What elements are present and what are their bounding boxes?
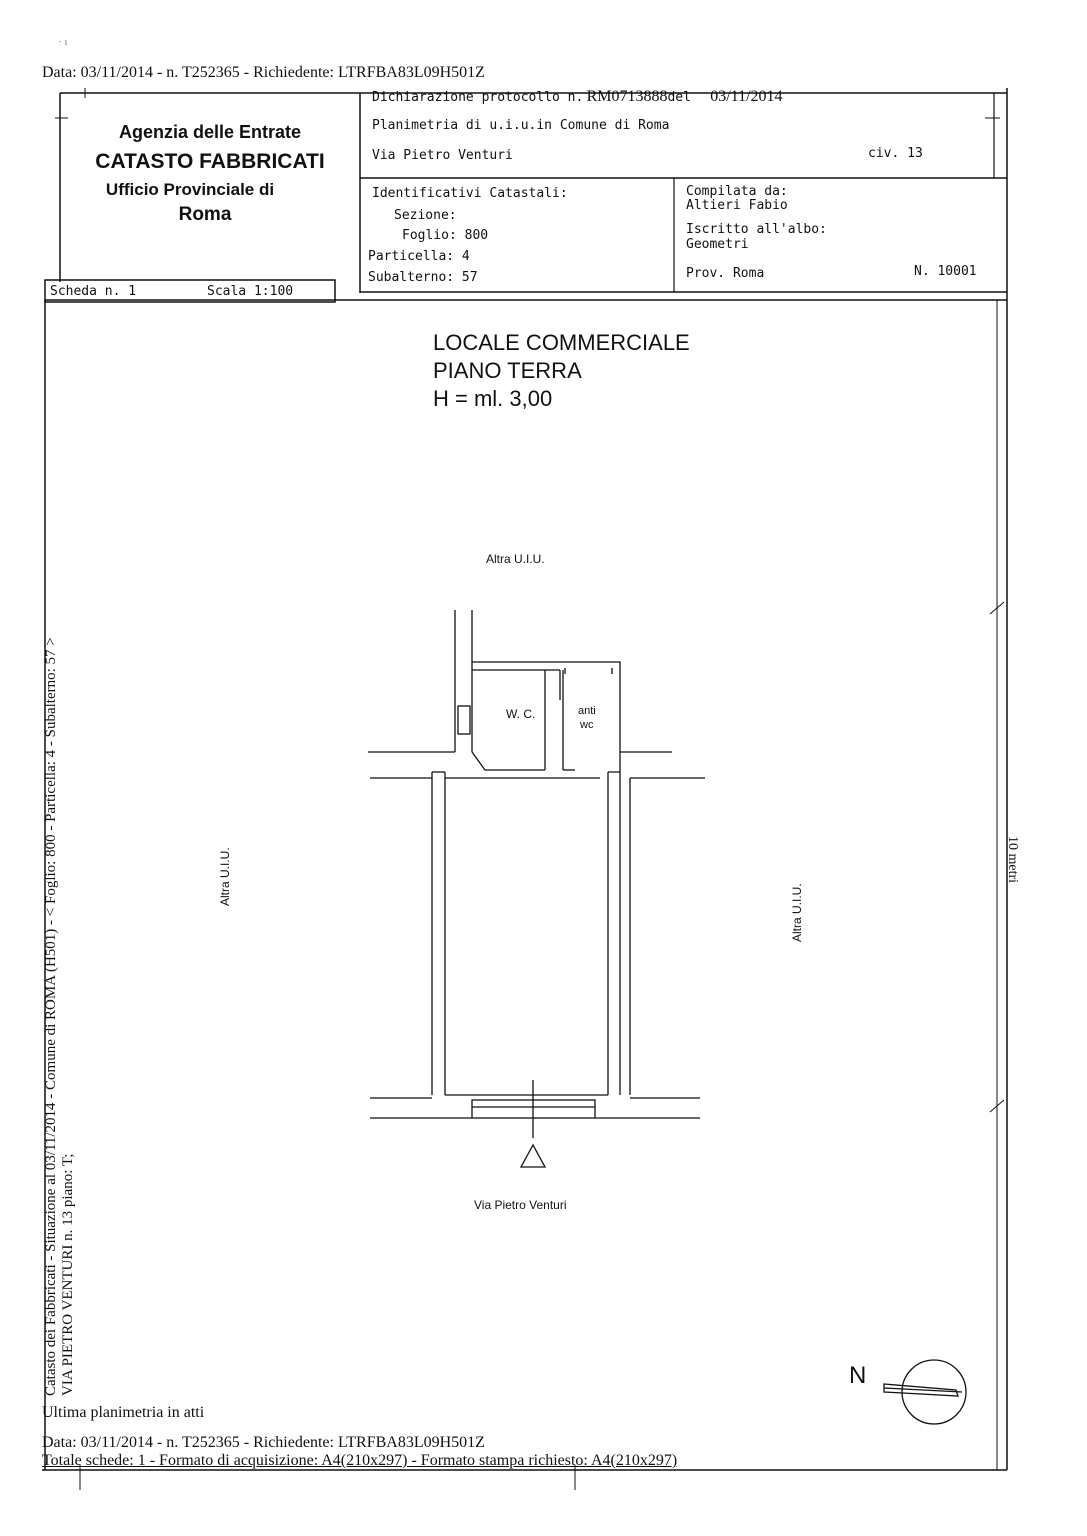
scheda-number: Scheda n. 1 — [50, 284, 137, 299]
header-request-line: Data: 03/11/2014 - n. T252365 - Richiedente: LTRFBA83L09H501Z — [42, 64, 485, 81]
protocol-date: 03/11/2014 — [710, 88, 783, 105]
protocol-number: RM0713888 — [586, 88, 668, 105]
plan-floor: PIANO TERRA — [433, 358, 582, 383]
scale-value: Scala 1:100 — [207, 284, 294, 299]
sezione-field: Sezione: — [394, 208, 457, 223]
compiler-label: Compilata da: — [686, 184, 788, 199]
scan-mark: · ı — [58, 36, 68, 48]
office-label: Ufficio Provinciale di — [105, 180, 275, 199]
planimetry-line: Planimetria di u.i.u.in Comune di Roma — [372, 118, 670, 133]
foglio-field: Foglio: 800 — [402, 228, 489, 243]
particella-field: Particella: 4 — [368, 249, 470, 264]
albo-value: Geometri — [686, 237, 749, 252]
plan-title: LOCALE COMMERCIALE — [433, 330, 690, 355]
registration-number: N. 10001 — [914, 264, 977, 279]
identifiers-title: Identificativi Catastali: — [372, 186, 568, 201]
left-neighbor-label: Altra U.I.U. — [218, 847, 232, 906]
scale-bar-label: 10 metri — [1005, 836, 1020, 884]
side-address-text: VIA PIETRO VENTURI n. 13 piano: T; — [60, 1153, 76, 1396]
street-label: Via Pietro Venturi — [474, 1198, 567, 1212]
antiwc-label-bottom: wc — [580, 719, 594, 731]
antiwc-label-top: anti — [578, 705, 596, 717]
province-field: Prov. Roma — [686, 266, 765, 281]
catasto-title: CATASTO FABBRICATI — [95, 150, 325, 173]
north-arrow-icon — [884, 1360, 966, 1424]
footer-last-plan: Ultima planimetria in atti — [42, 1404, 205, 1421]
compiler-name: Altieri Fabio — [686, 198, 788, 213]
footer-totals: Totale schede: 1 - Formato di acquisizione: A4(210x297) - Formato stampa richiesto: A4(210x297) — [42, 1452, 678, 1469]
agency-name: Agenzia delle Entrate — [118, 122, 302, 142]
side-situation-text: Catasto dei Fabbricati - Situazione al 03/11/2014 - Comune di ROMA (H501) - < Foglio: 800 - Particella: 4 - Subalterno: 57 > — [43, 637, 59, 1396]
civic-number: civ. 13 — [868, 146, 923, 161]
albo-label: Iscritto all'albo: — [686, 222, 827, 237]
wc-label: W. C. — [506, 707, 536, 721]
address-line: Via Pietro Venturi — [372, 148, 513, 163]
protocol-label: Dichiarazione protocollo n. — [372, 90, 584, 105]
top-neighbor-label: Altra U.I.U. — [486, 552, 545, 566]
north-label: N — [849, 1362, 867, 1389]
subalterno-field: Subalterno: 57 — [368, 270, 478, 285]
footer-request-line: Data: 03/11/2014 - n. T252365 - Richiedente: LTRFBA83L09H501Z — [42, 1434, 485, 1451]
office-city: Roma — [178, 204, 232, 225]
plan-height: H = ml. 3,00 — [433, 386, 553, 411]
right-neighbor-label: Altra U.I.U. — [790, 883, 804, 942]
date-label: del — [667, 90, 691, 105]
